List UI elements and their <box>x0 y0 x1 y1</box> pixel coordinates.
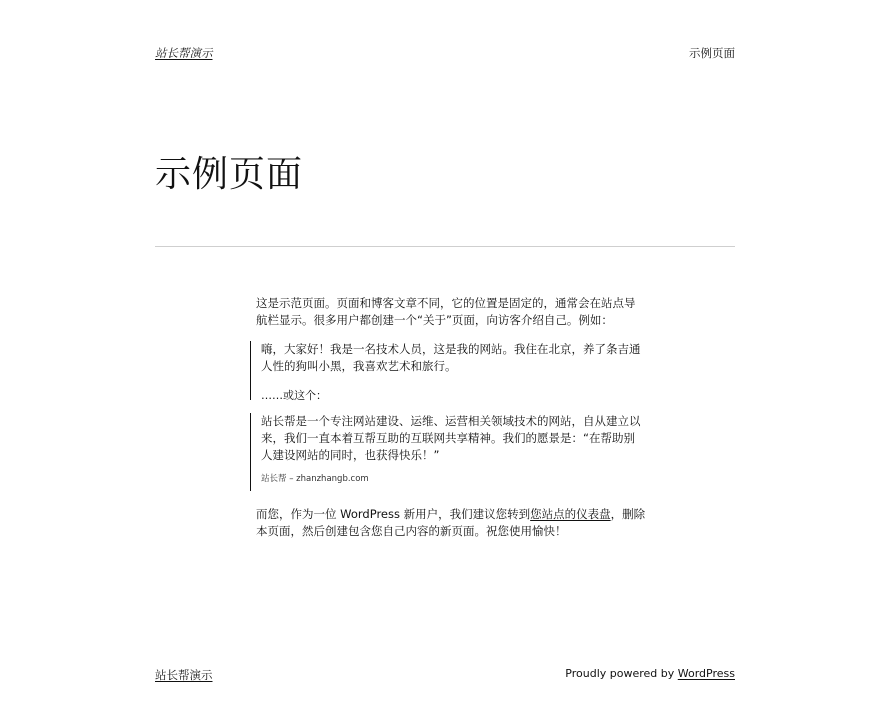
intro-paragraph: 这是示范页面。页面和博客文章不同，它的位置是固定的，通常会在站点导航栏显示。很多用户都创建一个“关于”页面，向访客介绍自己。例如： <box>256 296 636 327</box>
footer-site-title-link[interactable]: 站长帮演示 <box>155 668 213 682</box>
wordpress-link[interactable]: WordPress <box>677 667 735 680</box>
page-title: 示例页面 <box>155 154 304 195</box>
quote-block-2 <box>250 413 646 491</box>
footer-powered-by <box>565 667 735 680</box>
dashboard-link[interactable]: 您站点的仪表盘 <box>530 507 611 521</box>
closing-paragraph <box>256 506 646 540</box>
quote-2-citation: 站长帮 – zhanzhangb.com <box>261 474 369 484</box>
closing-text-before: 而您，作为一位 WordPress 新用户，我们建议您转到 <box>256 507 531 521</box>
site-title-link[interactable]: 站长帮演示 <box>155 46 213 60</box>
closing-text-after: ，删除本页面，然后创建包含您自己内容的新页面。祝您使用愉快！ <box>256 507 646 538</box>
quote-1-text: 嗨，大家好！我是一名技术人员，这是我的网站。我住在北京，养了条吉通人性的狗叫小黑，我喜欢艺术和旅行。 <box>261 342 641 373</box>
quote-1-or-text: ……或这个： <box>261 389 327 402</box>
quote-2-text: 站长帮是一个专注网站建设、运维、运营相关领域技术的网站，自从建立以来，我们一直本着互帮互助的互联网共享精神。我们的愿景是：“在帮助别人建设网站的同时，也获得快乐！” <box>261 414 641 462</box>
nav-item-sample-page[interactable]: 示例页面 <box>689 46 735 60</box>
page-content <box>256 295 646 540</box>
quote-block-1 <box>250 341 646 400</box>
title-separator <box>155 246 735 247</box>
powered-by-text: Proudly powered by <box>565 667 678 680</box>
